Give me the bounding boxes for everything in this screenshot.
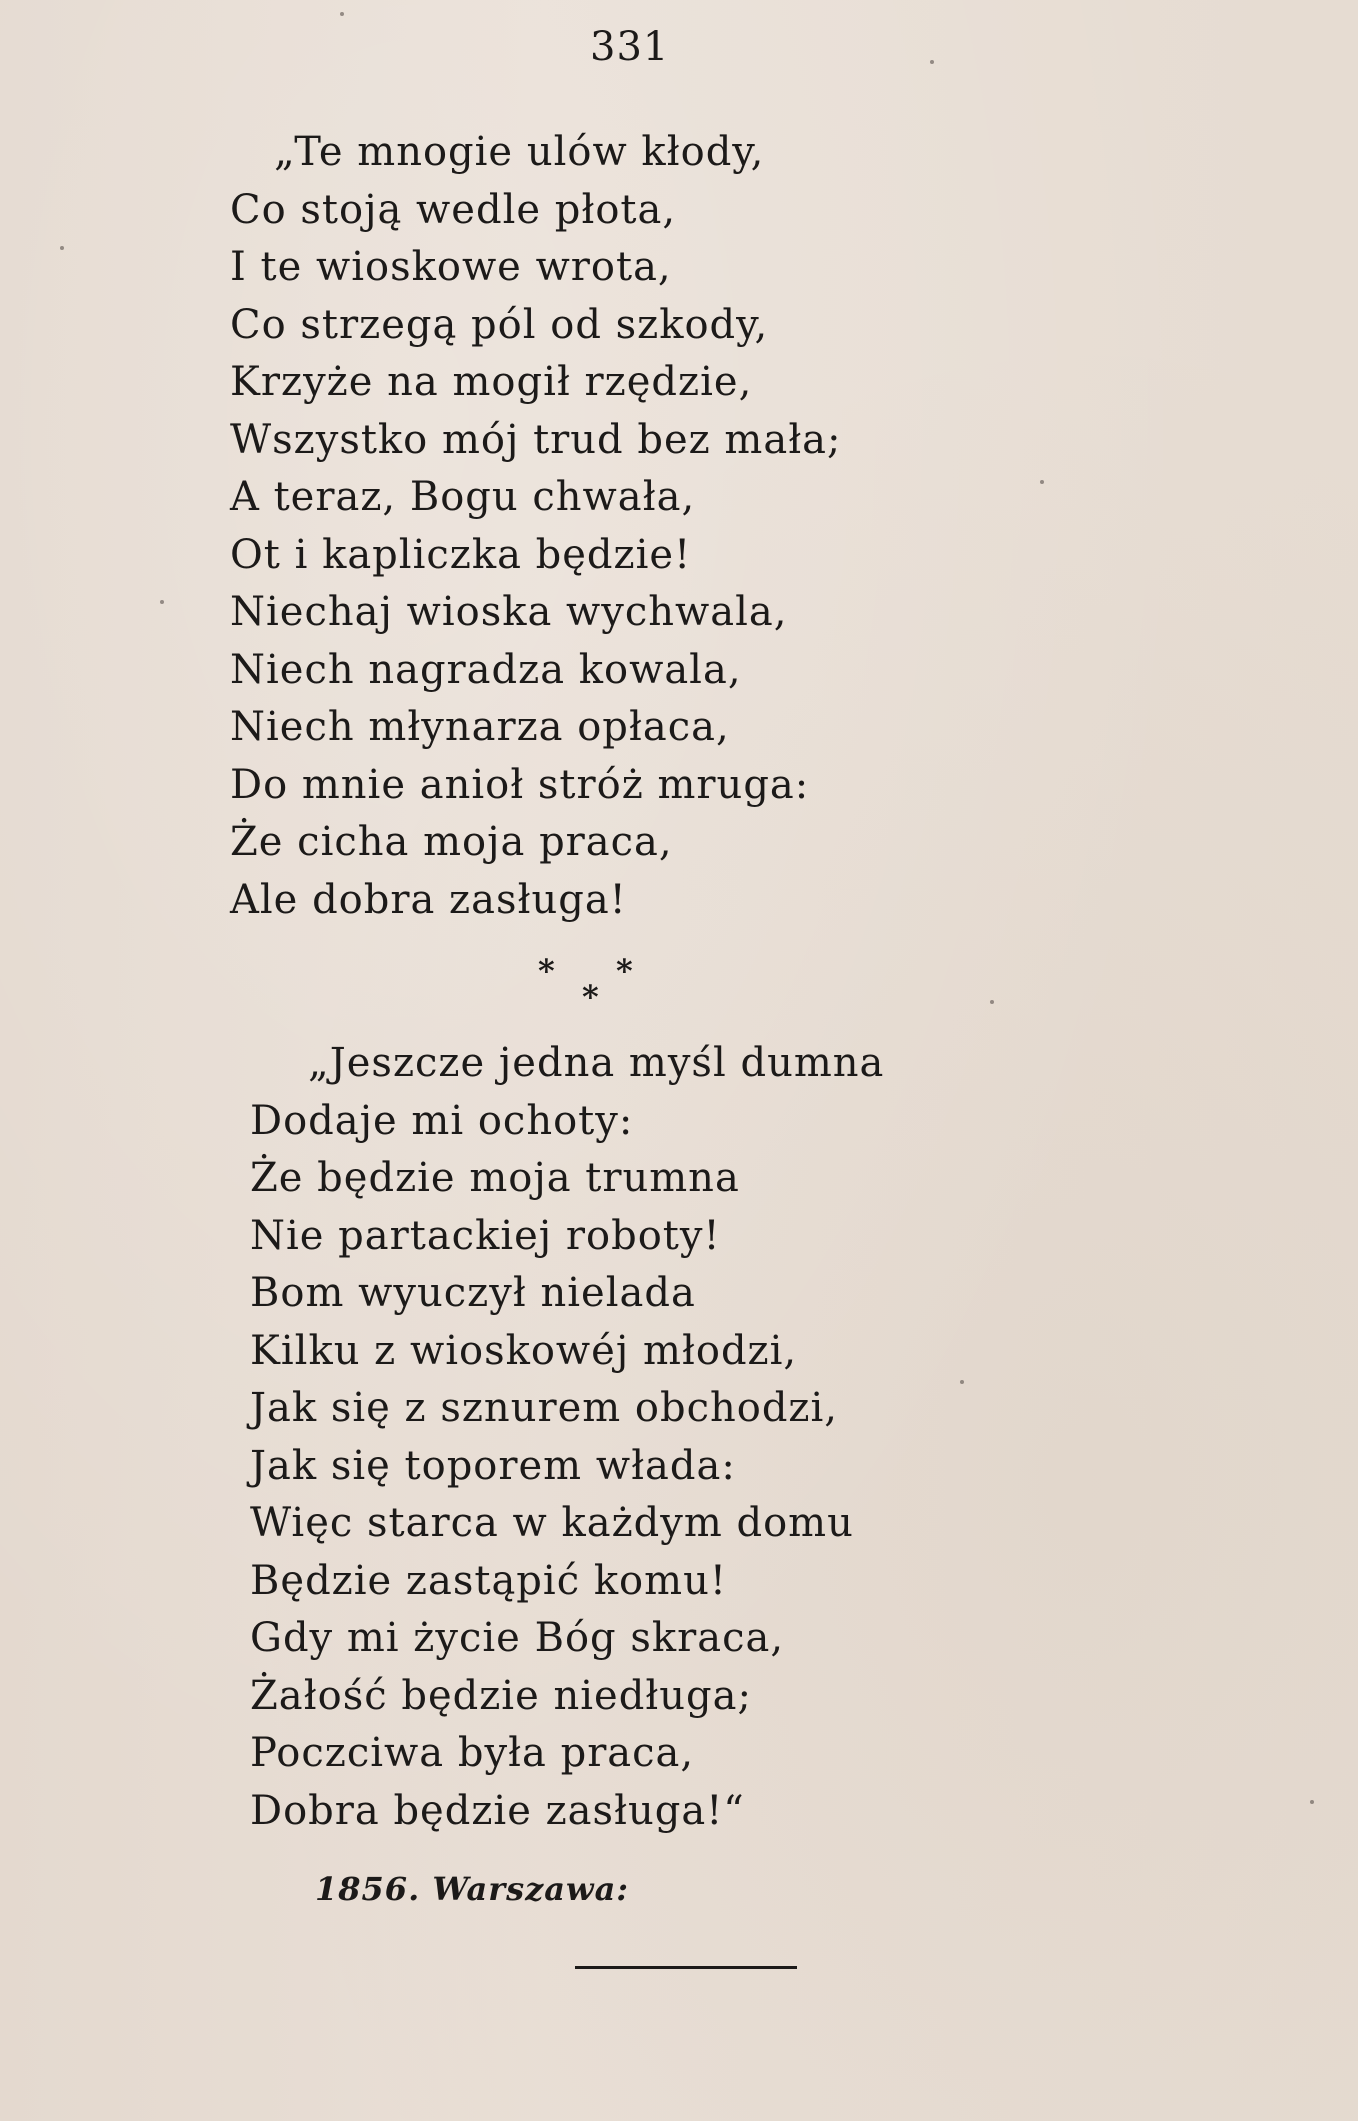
verse-line: Jak się z sznurem obchodzi,: [250, 1385, 839, 1431]
verse-line: Dobra będzie zasługa!“: [250, 1787, 745, 1834]
verse-line: Ale dobra zasługa!: [230, 876, 627, 923]
asterisk: *: [616, 952, 633, 990]
verse-line: Że cicha moja praca,: [230, 819, 673, 865]
paper-speck: [160, 600, 164, 604]
verse-line: Gdy mi życie Bóg skraca,: [250, 1615, 785, 1661]
verse-line: Żałość będzie niedługa;: [250, 1672, 752, 1719]
paper-speck: [990, 1000, 994, 1004]
verse-line: I te wioskowe wrota,: [230, 244, 672, 290]
verse-line: Bom wyuczył nielada: [250, 1270, 696, 1316]
verse-line: Niechaj wioska wychwala,: [230, 589, 788, 635]
verse-line: Że będzie moja trumna: [250, 1155, 740, 1201]
verse-line: Ot i kapliczka będzie!: [230, 531, 692, 578]
paper-speck: [1310, 1800, 1314, 1804]
verse-line: Kilku z wioskowéj młodzi,: [250, 1327, 798, 1374]
page-number: 331: [590, 24, 670, 70]
asterisk: *: [538, 952, 555, 990]
verse-line: Krzyże na mogił rzędzie,: [230, 359, 753, 405]
verse-line: „Jeszcze jedna myśl dumna: [308, 1040, 885, 1086]
verse-line: Nie partackiej roboty!: [250, 1212, 721, 1259]
asterisk: *: [582, 978, 599, 1016]
verse-line: Do mnie anioł stróż mruga:: [230, 761, 810, 808]
verse-line: Więc starca w każdym domu: [250, 1500, 854, 1546]
verse-line: Niech młynarza opłaca,: [230, 704, 730, 750]
stanza-1: [230, 124, 842, 929]
verse-line: „Te mnogie ulów kłody,: [274, 129, 765, 175]
verse-line: Będzie zastąpić komu!: [250, 1557, 727, 1604]
paper-speck: [60, 246, 64, 250]
verse-line: A teraz, Bogu chwała,: [230, 474, 696, 520]
paper-speck: [930, 60, 934, 64]
paper-speck: [340, 12, 344, 16]
paper-speck: [960, 1380, 964, 1384]
closing-rule: [575, 1966, 797, 1969]
verse-line: Niech nagradza kowala,: [230, 646, 742, 693]
verse-line: Poczciwa była praca,: [250, 1730, 695, 1776]
verse-line: Jak się toporem włada:: [250, 1442, 736, 1489]
stanza-2: [250, 1035, 884, 1840]
verse-line: Wszystko mój trud bez mała;: [230, 416, 842, 463]
section-separator: [530, 952, 700, 1016]
verse-line: Co strzegą pól od szkody,: [230, 301, 769, 348]
verse-line: Co stoją wedle płota,: [230, 186, 677, 233]
verse-line: Dodaje mi ochoty:: [250, 1097, 634, 1144]
date-place-signature: 1856. Warszawa:: [315, 1870, 630, 1908]
paper-speck: [1040, 480, 1044, 484]
